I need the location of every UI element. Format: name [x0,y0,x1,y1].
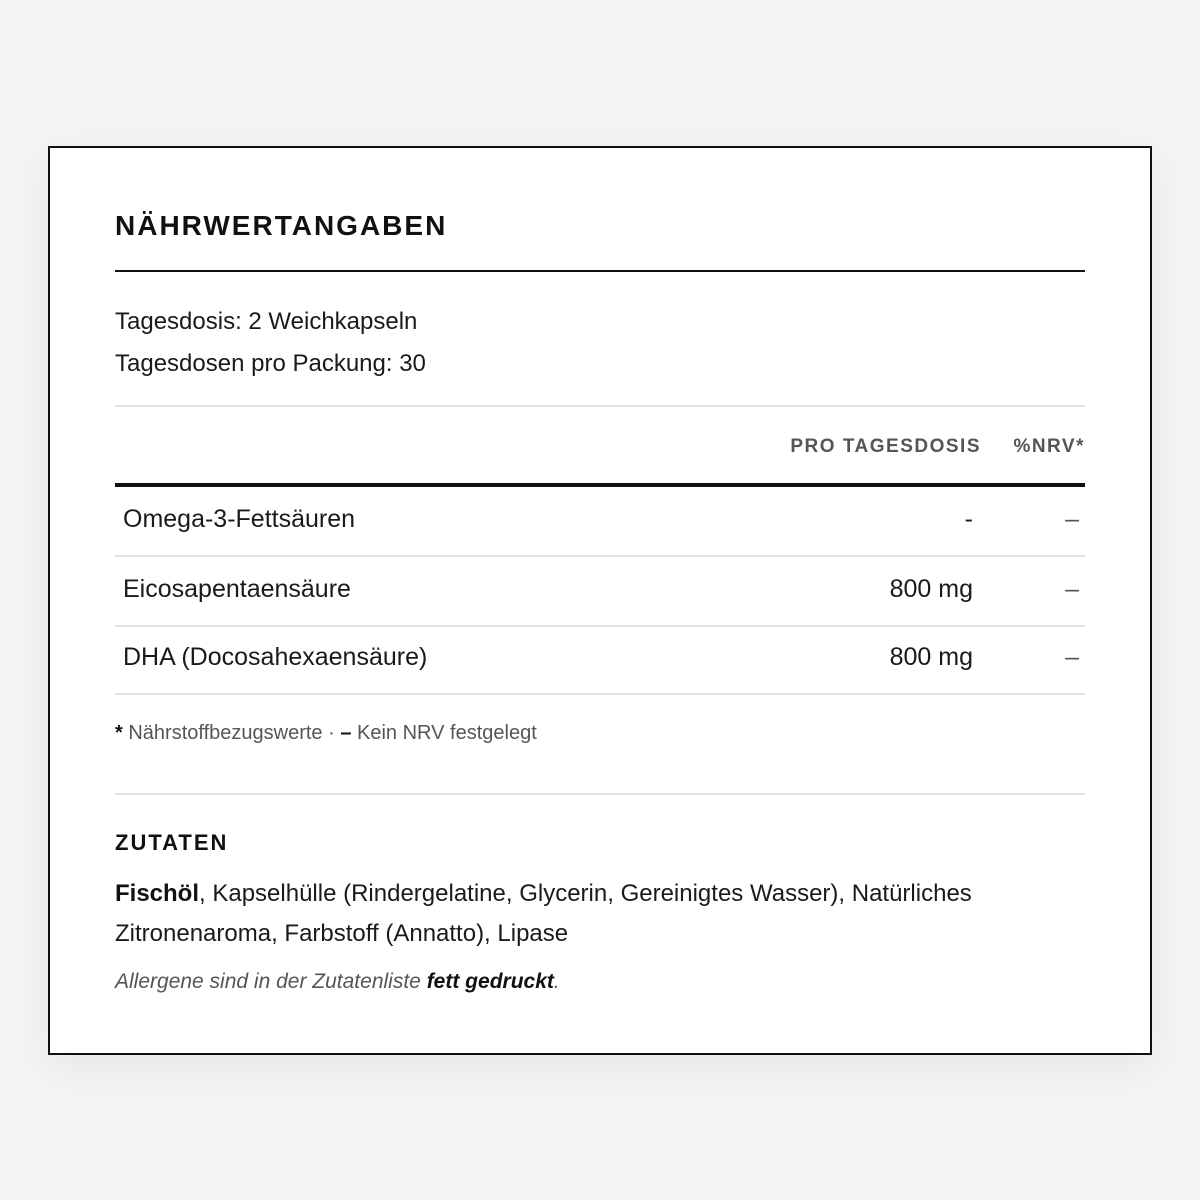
allergen-note [115,970,560,994]
footnote-dash-text: Kein NRV festgelegt [357,722,537,744]
nutrient-nrv: – [1065,575,1079,603]
serving-info [115,301,426,385]
nutrient-amount: 800 mg [889,575,973,603]
serving-divider [115,405,1085,407]
nrv-footnote [115,722,537,745]
column-header-amount: PRO TAGESDOSIS [790,436,981,457]
nutrition-title: NÄHRWERTANGABEN [115,210,448,241]
allergen-ingredient: Fischöl [115,880,200,907]
card-content [115,148,1085,1053]
ingredients-rest: , Kapselhülle (Rindergelatine, Glycerin, Gereinigtes Wasser), Natürliches Zitronenaroma, Farbstoff (Annatto), Lipase [115,880,972,947]
footnote-dash: – [340,722,352,744]
nutrient-amount: 800 mg [889,643,973,671]
nutrient-nrv: – [1065,643,1079,671]
table-row [115,557,1085,627]
footnote-star-text: Nährstoffbezugswerte · [128,722,335,744]
nutrient-nrv: – [1065,505,1079,533]
nutrient-name: DHA (Docosahexaensäure) [123,643,428,671]
nutrient-amount: - [964,505,973,533]
serving-size: Tagesdosis: 2 Weichkapseln [115,308,418,335]
nutrient-name: Omega-3-Fettsäuren [123,505,356,533]
title-divider [115,270,1085,272]
nutrient-name: Eicosapentaensäure [123,575,351,603]
section-divider [115,793,1085,795]
allergen-note-prefix: Allergene sind in der Zutatenliste [115,970,427,993]
table-row [115,625,1085,695]
table-row [115,487,1085,557]
allergen-note-bold: fett gedruckt [426,970,554,993]
ingredients-title: ZUTATEN [115,830,229,855]
footnote-star: * [115,722,123,744]
nutrition-card [48,146,1152,1055]
allergen-note-suffix: . [553,970,560,993]
ingredients-list [115,874,1025,954]
column-header-nrv: %NRV* [1013,436,1085,457]
servings-per-pack: Tagesdosen pro Packung: 30 [115,350,426,377]
